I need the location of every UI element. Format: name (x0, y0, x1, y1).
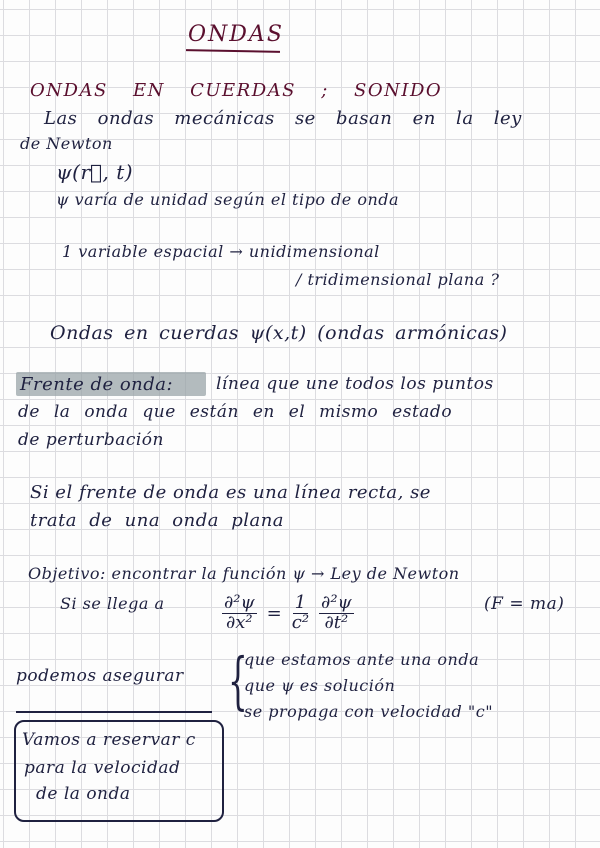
box-line-3: de la onda (36, 784, 131, 804)
section-heading: ONDAS EN CUERDAS ; SONIDO (30, 80, 443, 101)
strings-line: Ondas en cuerdas ψ(x,t) (ondas armónicas) (50, 322, 508, 344)
psi-notation: ψ(r⃗, t) (56, 160, 134, 184)
page-title: ONDAS (188, 22, 284, 47)
equals-sign: = (266, 602, 282, 624)
coef-fraction (292, 594, 309, 633)
assure-item-3: se propaga con velocidad "c" (244, 702, 494, 721)
assure-item-1: que estamos ante una onda (244, 650, 480, 669)
intro-line-2: de Newton (20, 134, 113, 153)
note-box (14, 720, 224, 822)
objective-line: Objetivo: encontrar la función ψ → Ley de Newton (28, 564, 460, 583)
wavefront-def-3: de perturbación (18, 430, 164, 450)
title-underline (186, 49, 280, 53)
coef-numerator: 1 (294, 592, 307, 613)
wavefront-term: Frente de onda: (20, 374, 174, 395)
plane-line-1: Si el frente de onda es una línea recta, se (30, 482, 431, 503)
dims-line-2: / tridimensional plana ? (296, 270, 500, 289)
assure-item-2: que ψ es solución (244, 676, 396, 695)
psi-units-line: ψ varía de unidad según el tipo de onda (56, 190, 400, 209)
curly-brace-icon: { (228, 644, 248, 717)
newton-law: (F = ma) (484, 594, 565, 614)
wavefront-def-2: de la onda que están en el mismo estado (18, 402, 453, 422)
lhs-denominator: ∂x² (225, 611, 253, 633)
dims-line-1: 1 variable espacial → unidimensional (62, 242, 380, 261)
intro-line-1: Las ondas mecánicas se basan en la ley (44, 108, 522, 129)
lhs-numerator: ∂²ψ (224, 592, 255, 613)
separator-line (16, 711, 212, 713)
plane-line-2: trata de una onda plana (30, 510, 285, 531)
rhs-fraction (319, 594, 354, 633)
box-line-2: para la velocidad (24, 758, 181, 778)
wavefront-def-1: línea que une todos los puntos (216, 374, 494, 394)
rhs-denominator: ∂t² (324, 611, 349, 633)
rhs-numerator: ∂²ψ (321, 592, 352, 613)
coef-denominator: c² (291, 611, 310, 633)
box-line-1: Vamos a reservar c (22, 730, 196, 750)
arrives-prefix: Si se llega a (60, 594, 165, 613)
wave-equation (222, 594, 354, 633)
lhs-fraction (222, 594, 257, 633)
assure-label: podemos asegurar (16, 666, 184, 686)
